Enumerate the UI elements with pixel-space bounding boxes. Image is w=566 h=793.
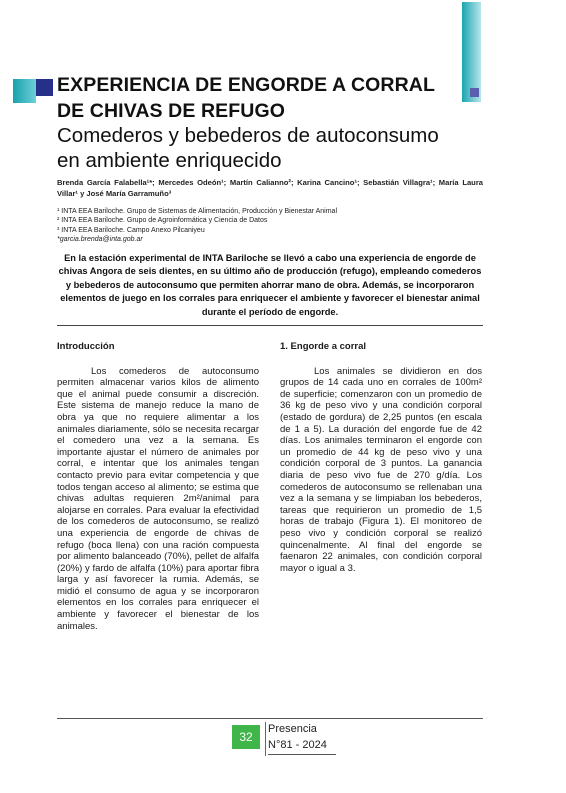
author-list: Brenda García Falabella¹*; Mercedes Odeón¹; Martín Calianno²; Karina Cancino¹; Sebastián Villagra¹; María Laura Villar¹ y José María Garramuño³ [57,178,483,198]
section-heading-engorde: 1. Engorde a corral [280,341,367,352]
footer-divider-line [57,718,483,719]
abstract [57,252,483,326]
footer-vertical-divider [265,722,266,756]
article-title [57,72,457,124]
magazine-underline [268,754,336,755]
article-subtitle-line: en ambiente enriquecido [57,149,282,172]
affiliations [57,207,483,245]
article-title-line: DE CHIVAS DE REFUGO [57,100,285,122]
article-subtitle [57,123,487,173]
contact-email: *garcia.brenda@inta.gob.ar [57,236,143,244]
section-body-engorde: Los animales se dividieron en dos grupos de 14 cada uno en corrales de 100m² de superficie; comenzaron con un promedio de 36 kg de peso vivo y una condición corporal (estado de gordura) de 2,25 puntos (en escala de 1 a 5). La duración del engorde fue de 42 días. Los animales terminaron el engorde con un promedio de 44 kg de peso vivo y una condición corporal de 3 puntos. La ganancia diaria de peso vivo fue de 270 g/día. Los comederos de autoconsumo se rellenaban una vez a la semana y se limpiaban los bebederos, tareas que requirieron un promedio de 1,5 horas de trabajo (Figura 1). El monitoreo de peso vivo y condición corporal se realizó quincenalmente. Al final del engorde se faenaron 22 animales, con condición corporal mayor o igual a 3. [280,365,482,574]
article-title-line: EXPERIENCIA DE ENGORDE A CORRAL [57,74,435,96]
decorative-teal-square [13,79,36,103]
affiliation: ¹ INTA EEA Bariloche. Grupo de Sistemas de Alimentación, Producción y Bienestar Animal [57,208,338,215]
affiliation: ³ INTA EEA Bariloche. Campo Anexo Pilcaniyeu [57,226,205,234]
decorative-navy-square [36,79,53,96]
column-right [280,341,482,574]
column-left [57,341,259,632]
section-body-intro: Los comederos de autoconsumo permiten almacenar varios kilos de alimento que el animal puede consumir a discreción. Este sistema de manejo reduce la mano de obra ya que no requiere alimentar a los animales diariamente, sólo se necesita recargar el comedero una vez a la semana. Es importante ajustar el número de animales por corral, e intentar que los animales tengan contacto previo para evitar competencia y que todos tengan acceso al alimento; se estima que chivas adultas requieren 2m²/animal para alojarse en corrales. Para evaluar la efectividad de los comederos de autoconsumo, se realizó una experiencia de engorde de chivas de refugo (boca llena) con una ración compuesta por alimento balanceado (70%), pellet de alfalfa (20%) y fardo de alfalfa (10%) para aportar fibra larga y así favorecer la rumia. Además, se midió el consumo de agua y se incorporaron elementos en los corrales para enriquecer el ambiente y favorecer el bienestar de los animales. [57,365,259,632]
section-heading-intro: Introducción [57,341,115,352]
magazine-name: Presencia [268,723,317,735]
abstract-text: En la estación experimental de INTA Bariloche se llevó a cabo una experiencia de engorde de chivas Angora de seis dientes, en su último año de producción (refugo), empleando comederos y bebederos de autoconsumo que permiten ahorrar mano de obra. Además, se incorporaron elementos de juego en los corrales para enriquecer el ambiente y favorecer el bienestar animal durante el período de engorde. [58,253,482,317]
affiliation: ² INTA EEA Bariloche. Grupo de Agroinformática y Ciencia de Datos [57,217,268,225]
magazine-issue: N°81 - 2024 [268,739,327,751]
article-subtitle-line: Comederos y bebederos de autoconsumo [57,124,439,147]
page-number-badge: 32 [232,725,260,749]
decorative-purple-square [470,88,479,97]
decorative-teal-bar [462,2,481,102]
